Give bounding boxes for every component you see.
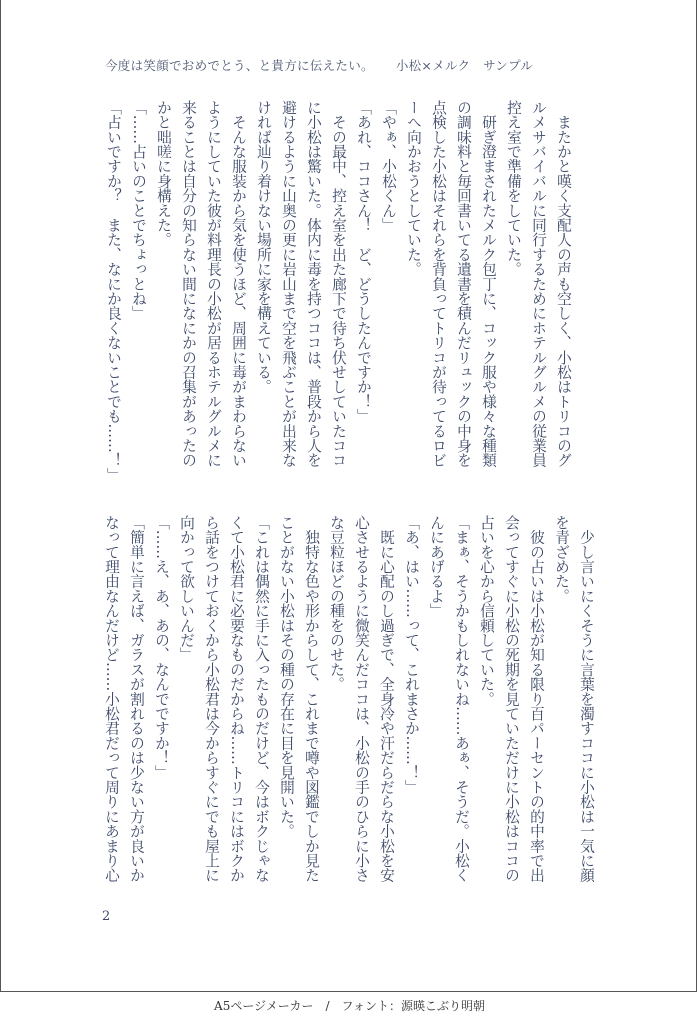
text-line: ら話をつけておくから小松君は今からすぐにでも屋上に — [203, 515, 220, 883]
text-line: ことがない小松はその種の存在に目を見開いた。 — [278, 515, 295, 839]
text-line: 「まぁ、そうかもしれないね……あぁ、そうだ。小松く — [453, 515, 470, 883]
text-line: その最中、控え室を出た廊下で待ち伏せしていたココ — [330, 100, 347, 468]
text-line: 「……え、あ、あの、なんでですか！」 — [153, 515, 170, 780]
text-line: を青ざめた。 — [553, 515, 570, 604]
text-line: な豆粒ほどの種をのせた。 — [328, 515, 345, 692]
text-line: 彼の占いは小松が知る限り百パーセントの的中率で出 — [528, 515, 545, 883]
text-line: くて小松君に必要なものだからね……トリコにはボクか — [228, 515, 245, 883]
text-line: そんな服装から気を使うほど、周囲に毒がまわらない — [230, 100, 247, 468]
text-line: 「占いですか？ また、なにか良くないことでも……！」 — [105, 100, 122, 483]
text-line: またかと嘆く支配人の声も空しく、小松はトリコのグ — [555, 100, 572, 468]
text-line: 向かって欲しいんだ」 — [178, 515, 195, 662]
text-line: 会ってすぐに小松の死期を見ていただけに小松はココの — [503, 515, 520, 883]
text-line: 控え室で準備をしていた。 — [505, 100, 522, 277]
text-line: 「簡単に言えば、ガラスが割れるのは少ない方が良いか — [128, 515, 145, 883]
text-line: 「あ、はい……って、これまさか……！」 — [403, 515, 420, 795]
book-title: 今度は笑顔でおめでとう、と貴方に伝えたい。 — [105, 58, 374, 73]
text-line: に小松は驚いた。体内に毒を持つココは、普段から人を — [305, 100, 322, 468]
text-block-lower — [99, 515, 599, 895]
text-line: 「……占いのことでちょっとね」 — [130, 100, 147, 321]
book-subtitle: 小松×メルク サンプル — [395, 58, 534, 73]
text-line: 「やぁ、小松くん」 — [380, 100, 397, 233]
text-line: なって理由なんだけど……小松君だって周りにあまり心 — [103, 515, 120, 883]
footer-credit: A5ページメーカー / フォント：源暎こぶり明朝 — [214, 999, 485, 1013]
text-line: 独特な色や形からして、これまで噂や図鑑でしか見た — [303, 515, 320, 883]
text-line: ーへ向かおうとしていた。 — [405, 100, 422, 277]
text-line: 来ることは自分の知らない間になにかの召集があったの — [180, 100, 197, 468]
text-line: 既に心配のし過ぎで、全身冷や汗だらだらな小松を安 — [378, 515, 395, 883]
text-line: 心させるように微笑んだココは、小松の手のひらに小さ — [353, 515, 370, 883]
text-line: 点検した小松はそれらを背負ってトリコが待ってるロビ — [430, 100, 447, 468]
text-line: 避けるように山奥の更に岩山まで空を飛ぶことが出来な — [280, 100, 297, 468]
text-line: 「あれ、ココさん！ ど、どうしたんですか！」 — [355, 100, 372, 424]
text-line: 「これは偶然に手に入ったものだけど、今はボクじゃな — [253, 515, 270, 883]
text-line: 少し言いにくそうに言葉を濁すココに小松は一気に顔 — [578, 515, 595, 883]
text-line: ルメサバイバルに同行するためにホテルグルメの従業員 — [530, 100, 547, 468]
text-line: ければ辿り着けない場所に家を構えている。 — [255, 100, 272, 394]
page-number: 2 — [102, 909, 111, 924]
text-line: 研ぎ澄まされたメルク包丁に、コック服や様々な種類 — [480, 100, 497, 468]
text-line: ようにしていた彼が料理長の小松が居るホテルグルメに — [205, 100, 222, 468]
text-block-upper — [101, 100, 576, 483]
text-line: かと咄嗟に身構えた。 — [155, 100, 172, 247]
running-header — [105, 56, 533, 74]
text-line: 占いを心から信頼していた。 — [478, 515, 495, 707]
text-line: んにあげるよ」 — [428, 515, 445, 618]
text-line: の調味料と毎回書いてる遺書を積んだリュックの中身を — [455, 100, 472, 468]
